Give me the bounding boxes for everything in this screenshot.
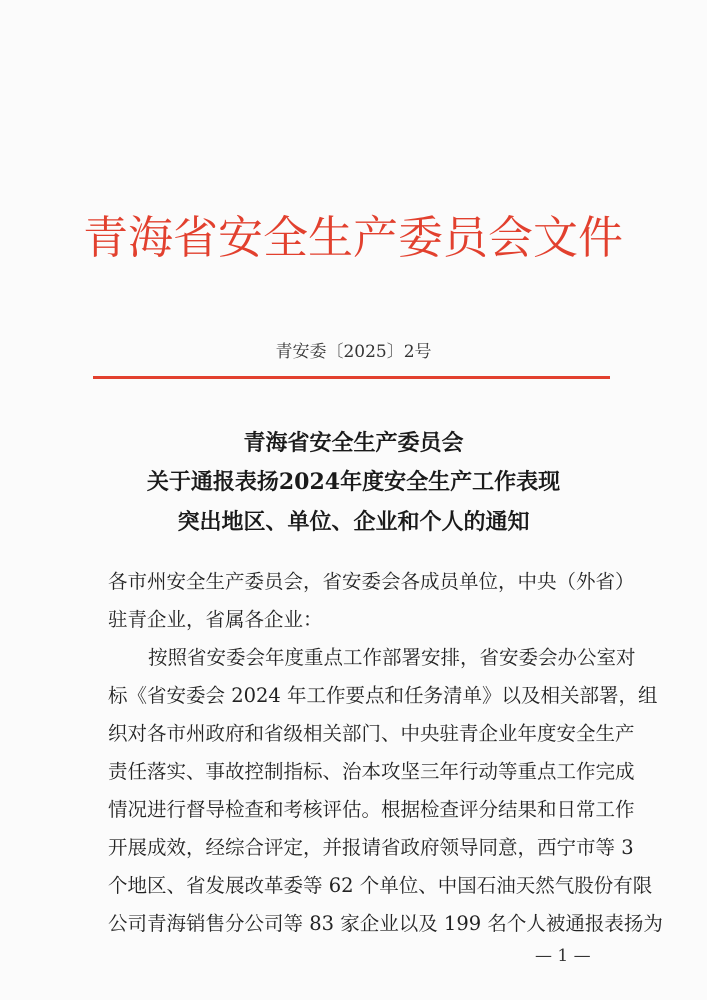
body-line: 开展成效，经综合评定，并报请省政府领导同意，西宁市等 3 bbox=[108, 836, 634, 859]
body-line: 按照省安委会年度重点工作部署安排，省安委会办公室对 bbox=[148, 646, 636, 669]
red-divider bbox=[93, 376, 610, 379]
body-line: 责任落实、事故控制指标、治本攻坚三年行动等重点工作完成 bbox=[108, 760, 635, 783]
document-number: 青安委〔2025〕2号 bbox=[275, 342, 432, 362]
addressee-line: 各市州安全生产委员会，省安委会各成员单位，中央（外省） bbox=[108, 570, 635, 593]
addressee-line: 驻青企业，省属各企业： bbox=[108, 608, 323, 631]
document-header-title: 青海省安全生产委员会文件 bbox=[82, 211, 623, 264]
notice-heading-line: 突出地区、单位、企业和个人的通知 bbox=[177, 509, 530, 535]
body-line: 个地区、省发展改革委等 62 个单位、中国石油天然气股份有限 bbox=[108, 874, 653, 897]
body-line: 情况进行督导检查和考核评估。根据检查评分结果和日常工作 bbox=[108, 798, 635, 821]
body-line: 公司青海销售分公司等 83 家企业以及 199 名个人被通报表扬为 bbox=[108, 912, 663, 935]
page-number: — 1 — bbox=[535, 946, 591, 966]
notice-heading-line: 青海省安全生产委员会 bbox=[243, 430, 464, 456]
body-line: 织对各市州政府和省级相关部门、中央驻青企业年度安全生产 bbox=[108, 722, 635, 745]
body-line: 标《省安委会 2024 年工作要点和任务清单》以及相关部署，组 bbox=[108, 684, 658, 707]
notice-heading-line: 关于通报表扬2024年度安全生产工作表现 bbox=[146, 469, 561, 495]
